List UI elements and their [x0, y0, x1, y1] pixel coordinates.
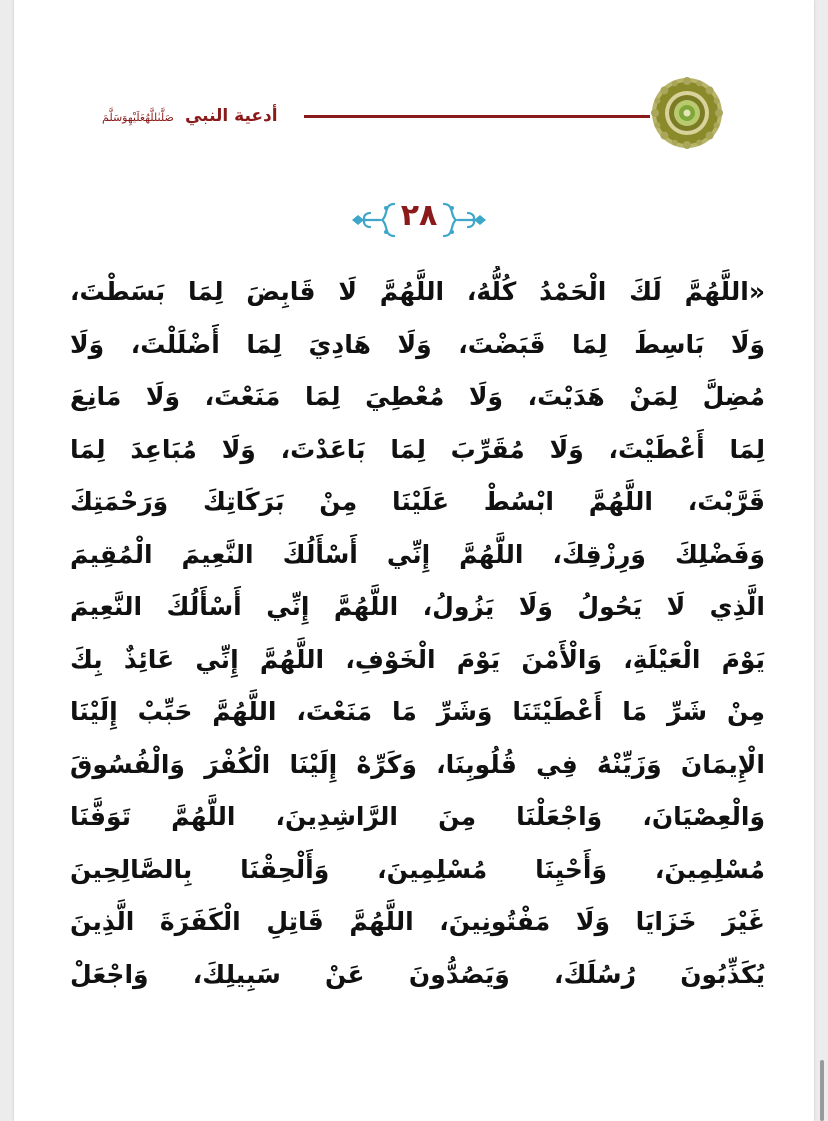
text-line: يُكَذِّبُونَ رُسُلَكَ، وَيَصُدُّونَ عَنْ سَبِيلِكَ، وَاجْعَلْ — [70, 959, 765, 989]
section-number: ٢٨ — [400, 198, 438, 233]
text-line: الْإِيمَانَ وَزَيِّنْهُ فِي قُلُوبِنَا، وَكَرِّهْ إِلَيْنَا الْكُفْرَ وَالْفُسُوقَ — [70, 749, 765, 779]
text-line: وَلَا بَاسِطَ لِمَا قَبَضْتَ، وَلَا هَادِيَ لِمَا أَضْلَلْتَ، وَلَا — [70, 329, 765, 359]
text-line: وَالْعِصْيَانَ، وَاجْعَلْنَا مِنَ الرَّاشِدِينَ، اللَّهُمَّ تَوَفَّنَا — [70, 802, 765, 831]
text-line: وَفَضْلِكَ وَرِزْقِكَ، اللَّهُمَّ إِنِّي أَسْأَلُكَ النَّعِيمَ الْمُقِيمَ — [70, 539, 765, 569]
supplication-text — [70, 266, 765, 1001]
scrollbar-thumb[interactable] — [820, 1060, 824, 1121]
page-header — [14, 70, 814, 150]
rosette-emblem-icon — [650, 76, 724, 150]
text-line: قَرَّبْتَ، اللَّهُمَّ ابْسُطْ عَلَيْنَا مِنْ بَرَكَاتِكَ وَرَحْمَتِكَ — [70, 487, 765, 516]
text-line: لِمَا أَعْطَيْتَ، وَلَا مُقَرِّبَ لِمَا بَاعَدْتَ، وَلَا مُبَاعِدَ لِمَا — [70, 434, 765, 464]
honorific-text: صَلَّىٰللَّهُعَلَيْهِوَسَلَّمَ — [102, 111, 174, 124]
text-line: مِنْ شَرِّ مَا أَعْطَيْتَنَا وَشَرِّ مَا مَنَعْتَ، اللَّهُمَّ حَبِّبْ إِلَيْنَا — [70, 697, 765, 726]
text-line: مُسْلِمِينَ، وَأَحْيِنَا مُسْلِمِينَ، وَأَلْحِقْنَا بِالصَّالِحِينَ — [70, 854, 765, 884]
text-line: «اللَّهُمَّ لَكَ الْحَمْدُ كُلُّهُ، اللَّهُمَّ لَا قَابِضَ لِمَا بَسَطْتَ، — [70, 277, 765, 306]
text-line: مُضِلَّ لِمَنْ هَدَيْتَ، وَلَا مُعْطِيَ لِمَا مَنَعْتَ، وَلَا مَانِعَ — [70, 382, 765, 411]
page — [14, 0, 814, 1121]
text-line: غَيْرَ خَزَايَا وَلَا مَفْتُونِينَ، اللَّهُمَّ قَاتِلِ الْكَفَرَةَ الَّذِينَ — [70, 907, 765, 936]
header-divider — [304, 115, 650, 118]
text-line: يَوْمَ الْعَيْلَةِ، وَالْأَمْنَ يَوْمَ الْخَوْفِ، اللَّهُمَّ إِنِّي عَائِذٌ بِكَ — [70, 644, 765, 674]
book-title-text: أدعية النبي — [184, 106, 278, 126]
book-title — [102, 106, 278, 126]
text-line: الَّذِي لَا يَحُولُ وَلَا يَزُولُ، اللَّهُمَّ إِنِّي أَسْأَلُكَ النَّعِيمَ — [70, 592, 765, 621]
section-number-badge — [344, 196, 494, 246]
